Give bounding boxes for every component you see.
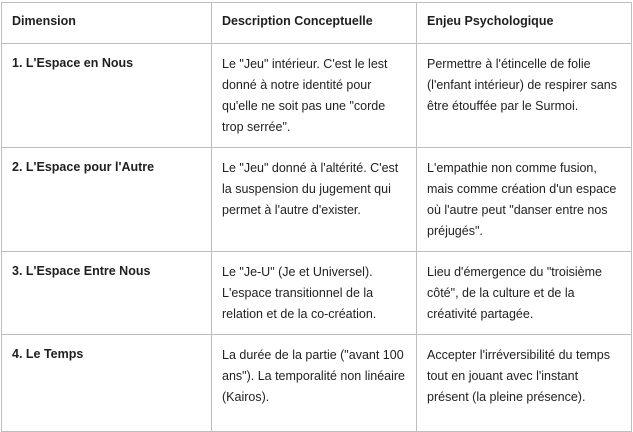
cell-description: Le "Jeu" donné à l'altérité. C'est la suspension du jugement qui permet à l'autre d'exister. bbox=[212, 148, 417, 252]
table-row bbox=[2, 148, 632, 252]
cell-dimension: 3. L'Espace Entre Nous bbox=[2, 252, 212, 335]
header-dimension: Dimension bbox=[2, 3, 212, 44]
cell-description: Le "Jeu" intérieur. C'est le lest donné à notre identité pour qu'elle ne soit pas une "corde trop serrée". bbox=[212, 44, 417, 148]
table-row bbox=[2, 335, 632, 432]
header-description: Description Conceptuelle bbox=[212, 3, 417, 44]
cell-enjeu: L'empathie non comme fusion, mais comme création d'un espace où l'autre peut "danser entre nos préjugés". bbox=[417, 148, 632, 252]
table-header-row bbox=[2, 3, 632, 44]
concept-table-container bbox=[1, 2, 631, 416]
header-enjeu: Enjeu Psychologique bbox=[417, 3, 632, 44]
concept-table bbox=[1, 2, 632, 432]
table-row bbox=[2, 44, 632, 148]
cell-dimension: 1. L'Espace en Nous bbox=[2, 44, 212, 148]
cell-enjeu: Lieu d'émergence du "troisième côté", de la culture et de la créativité partagée. bbox=[417, 252, 632, 335]
cell-description: Le "Je-U" (Je et Universel). L'espace transitionnel de la relation et de la co-création. bbox=[212, 252, 417, 335]
cell-dimension: 4. Le Temps bbox=[2, 335, 212, 432]
cell-enjeu: Accepter l'irréversibilité du temps tout en jouant avec l'instant présent (la pleine présence). bbox=[417, 335, 632, 432]
table-row bbox=[2, 252, 632, 335]
cell-description: La durée de la partie ("avant 100 ans"). La temporalité non linéaire (Kairos). bbox=[212, 335, 417, 432]
cell-enjeu: Permettre à l'étincelle de folie (l'enfant intérieur) de respirer sans être étouffée par le Surmoi. bbox=[417, 44, 632, 148]
cell-dimension: 2. L'Espace pour l'Autre bbox=[2, 148, 212, 252]
